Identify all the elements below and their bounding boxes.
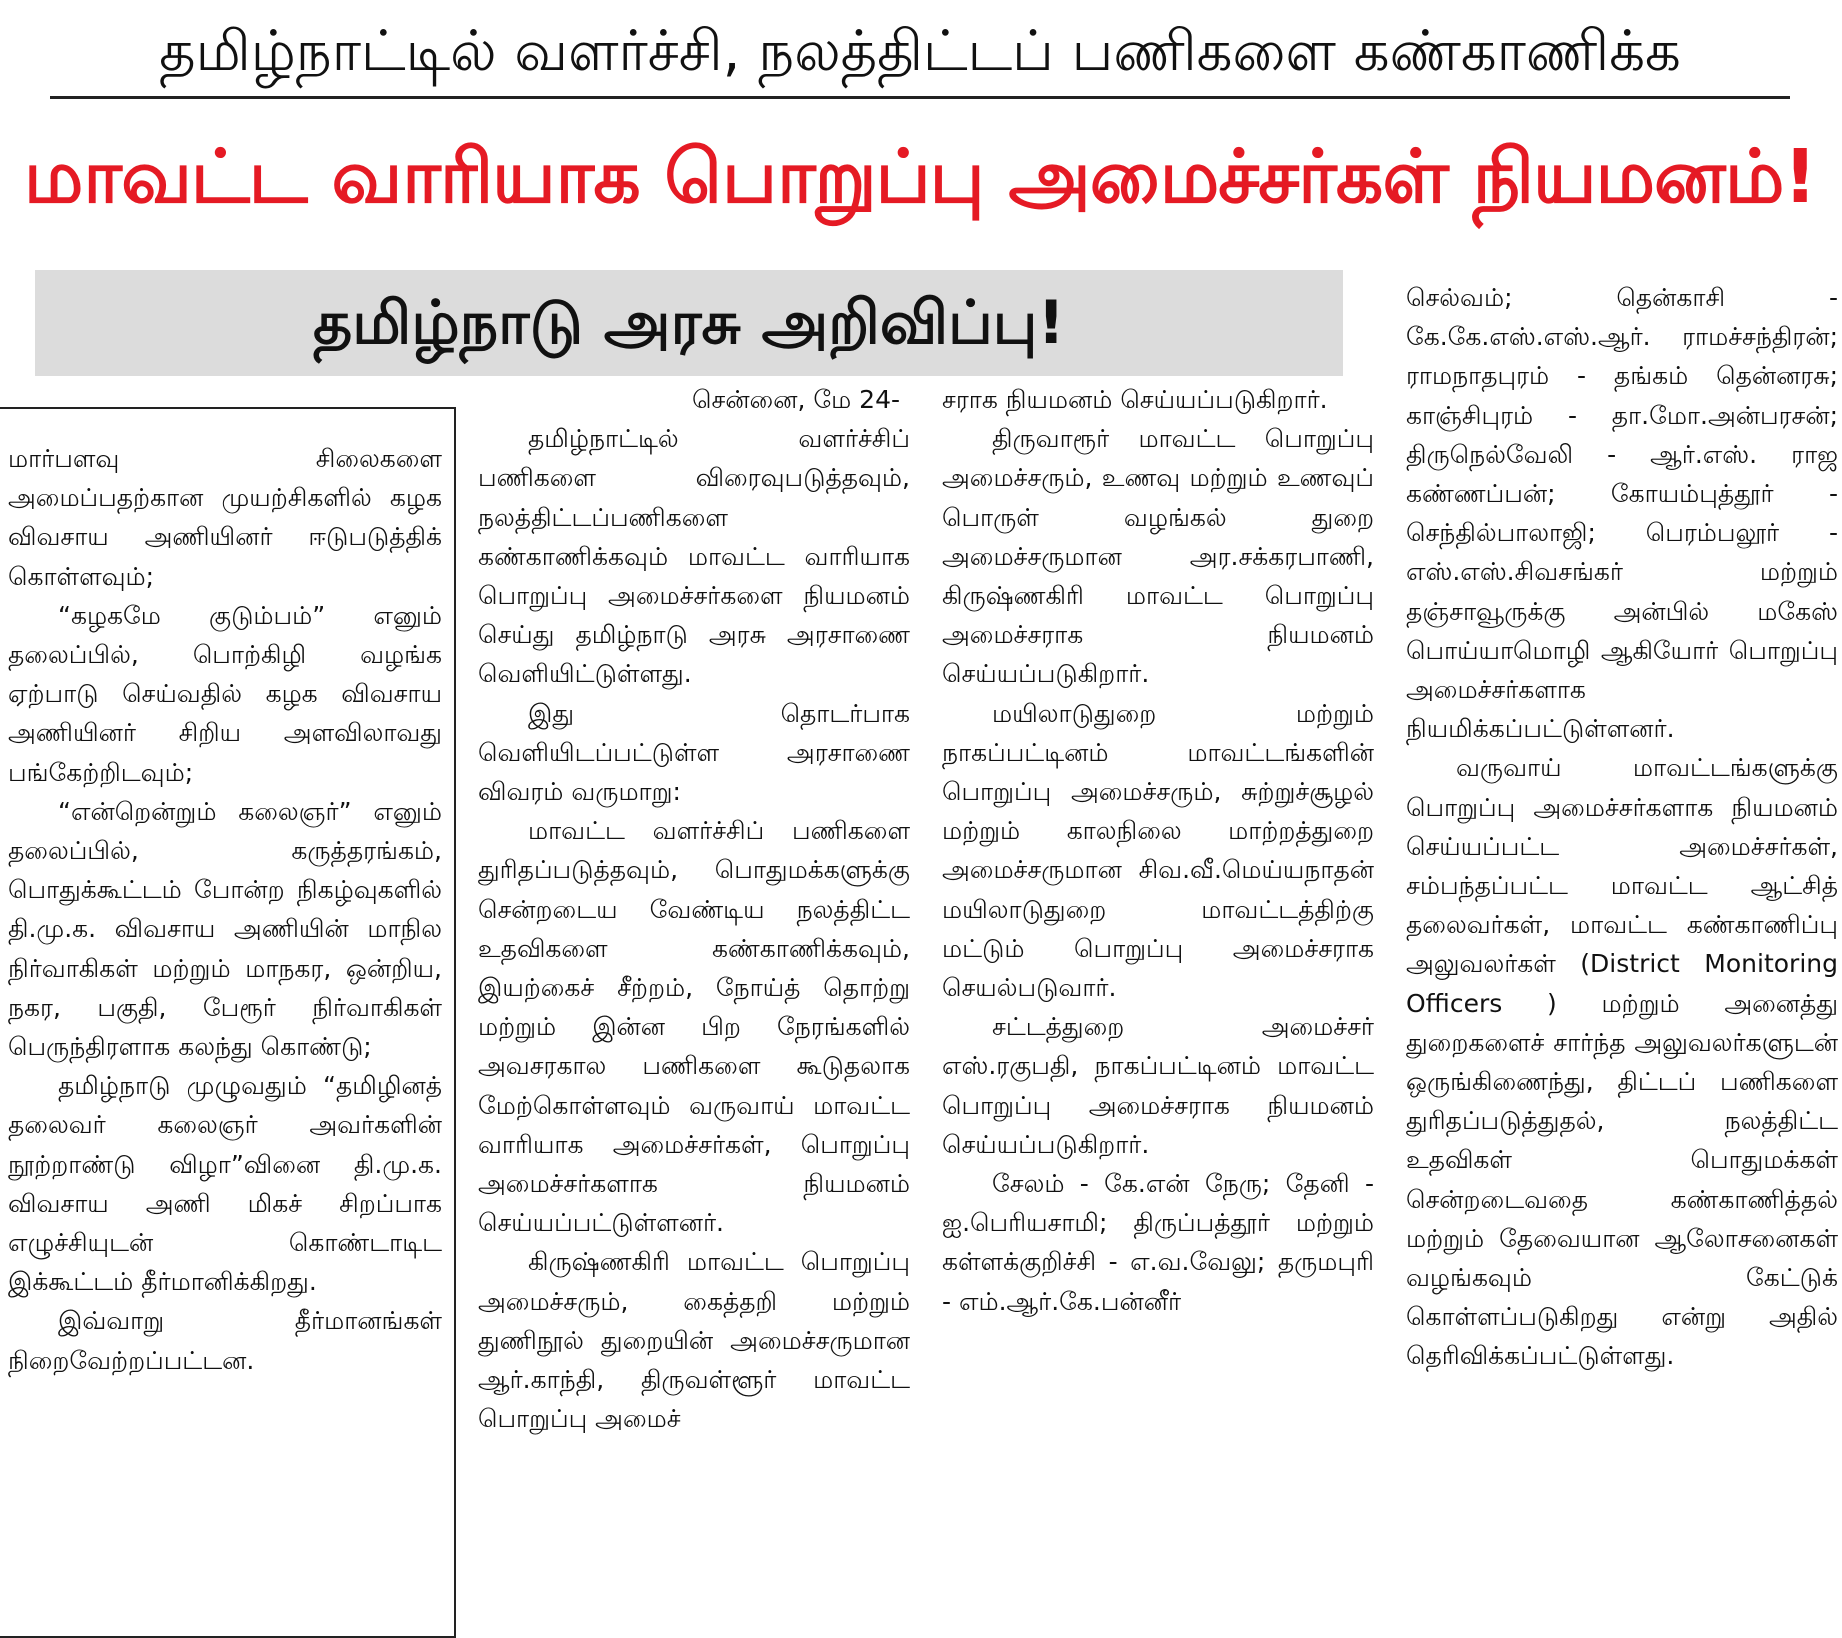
article-column-4 bbox=[1406, 278, 1838, 1638]
paragraph: தமிழ்நாட்டில் வளர்ச்சிப் பணிகளை விரைவுபடுத்தவும், நலத்திட்டப்பணிகளை கண்காணிக்கவும் மாவட்ட வாரியாக பொறுப்பு அமைச்சர்களை நியமனம் செய்து தமிழ்நாடு அரசு அரசாணை வெளியிட்டுள்ளது. bbox=[478, 424, 910, 689]
paragraph: தமிழ்நாடு முழுவதும் “தமிழினத் தலைவர் கலைஞர் அவர்களின் நூற்றாண்டு விழா”வினை தி.மு.க. விவசாய அணி மிகச் சிறப்பாக எழுச்சியுடன் கொண்டாடிட இக்கூட்டம் தீர்மானிக்கிறது. bbox=[8, 1071, 442, 1297]
paragraph: “என்றென்றும் கலைஞர்” எனும் தலைப்பில், கருத்தரங்கம், பொதுக்கூட்டம் போன்ற நிகழ்வுகளில் தி.மு.க. விவசாய அணியின் மாநில நிர்வாகிகள் மற்றும் மாநகர, ஒன்றிய, நகர, பகுதி, பேரூர் நிர்வாகிகள் பெருந்திரளாக கலந்து கொண்டு; bbox=[8, 796, 442, 1062]
main-headline: மாவட்ட வாரியாக பொறுப்பு அமைச்சர்கள் நியமனம்! bbox=[23, 134, 1817, 220]
kicker-headline: தமிழ்நாட்டில் வளர்ச்சி, நலத்திட்டப் பணிகளை கண்காணிக்க bbox=[50, 8, 1790, 99]
article-column-3 bbox=[942, 380, 1374, 1638]
paragraph: திருவாரூர் மாவட்ட பொறுப்பு அமைச்சரும், உணவு மற்றும் உணவுப் பொருள் வழங்கல் துறை அமைச்சருமான அர.சக்கரபாணி, கிருஷ்ணகிரி மாவட்ட பொறுப்பு அமைச்சராக நியமனம் செய்யப்படுகிறார். bbox=[942, 424, 1374, 689]
dateline: சென்னை, மே 24- bbox=[692, 385, 900, 414]
subheadline: தமிழ்நாடு அரசு அறிவிப்பு! bbox=[313, 288, 1065, 358]
paragraph: மயிலாடுதுறை மற்றும் நாகப்பட்டினம் மாவட்டங்களின் பொறுப்பு அமைச்சரும், சுற்றுச்சூழல் மற்றும் காலநிலை மாற்றத்துறை அமைச்சருமான சிவ.வீ.மெய்யநாதன் மயிலாடுதுறை மாவட்டத்திற்கு மட்டும் பொறுப்பு அமைச்சராக செயல்படுவார். bbox=[942, 698, 1374, 1003]
paragraph: இது தொடர்பாக வெளியிடப்பட்டுள்ள அரசாணை விவரம் வருமாறு: bbox=[478, 698, 910, 807]
article-column-1 bbox=[0, 407, 456, 1638]
paragraph: மார்பளவு சிலைகளை அமைப்பதற்கான முயற்சிகளில் கழக விவசாய அணியினர் ஈடுபடுத்திக் கொள்ளவும்; bbox=[8, 444, 442, 591]
paragraph: செல்வம்; தென்காசி - கே.கே.எஸ்.எஸ்.ஆர். ராமச்சந்திரன்; ராமநாதபுரம் - தங்கம் தென்னரசு; காஞ்சிபுரம் - தா.மோ.அன்பரசன்; திருநெல்வேலி - ஆர்.எஸ். ராஜ கண்ணப்பன்; கோயம்புத்தூர் - செந்தில்பாலாஜி; பெரம்பலூர் - எஸ்.எஸ்.சிவசங்கர் மற்றும் தஞ்சாவூருக்கு அன்பில் மகேஸ் பொய்யாமொழி ஆகியோர் பொறுப்பு அமைச்சர்களாக நியமிக்கப்பட்டுள்ளனர். bbox=[1406, 283, 1838, 744]
paragraph: சட்டத்துறை அமைச்சர் எஸ்.ரகுபதி, நாகப்பட்டினம் மாவட்ட பொறுப்பு அமைச்சராக நியமனம் செய்யப்படுகிறார். bbox=[942, 1012, 1374, 1159]
paragraph: மாவட்ட வளர்ச்சிப் பணிகளை துரிதப்படுத்தவும், பொதுமக்களுக்கு சென்றடைய வேண்டிய நலத்திட்ட உதவிகளை கண்காணிக்கவும், இயற்கைச் சீற்றம், நோய்த் தொற்று மற்றும் இன்ன பிற நேரங்களில் அவசரகால பணிகளை கூடுதலாக மேற்கொள்ளவும் வருவாய் மாவட்ட வாரியாக அமைச்சர்கள், பொறுப்பு அமைச்சர்களாக நியமனம் செய்யப்பட்டுள்ளனர். bbox=[478, 816, 910, 1238]
article-column-2 bbox=[478, 380, 910, 1638]
paragraph: வருவாய் மாவட்டங்களுக்கு பொறுப்பு அமைச்சர்களாக நியமனம் செய்யப்பட்ட அமைச்சர்கள், சம்பந்தப்பட்ட மாவட்ட ஆட்சித் தலைவர்கள், மாவட்ட கண்காணிப்பு அலுவலர்கள் (District Monitoring Officers ) மற்றும் அனைத்து துறைகளைச் சார்ந்த அலுவலர்களுடன் ஒருங்கிணைந்து, திட்டப் பணிகளை துரிதப்படுத்துதல், நலத்திட்ட உதவிகள் பொதுமக்கள் சென்றடைவதை கண்காணித்தல் மற்றும் தேவையான ஆலோசனைகள் வழங்கவும் கேட்டுக் கொள்ளப்படுகிறது என்று அதில் தெரிவிக்கப்பட்டுள்ளது. bbox=[1406, 753, 1838, 1371]
subheadline-banner bbox=[35, 270, 1343, 376]
paragraph: சேலம் - கே.என் நேரு; தேனி - ஐ.பெரியசாமி; திருப்பத்தூர் மற்றும் கள்ளக்குறிச்சி - எ.வ.வேலு; தருமபுரி - எம்.ஆர்.கே.பன்னீர் bbox=[942, 1169, 1374, 1316]
paragraph: சராக நியமனம் செய்யப்படுகிறார். bbox=[942, 385, 1328, 414]
paragraph: இவ்வாறு தீர்மானங்கள் நிறைவேற்றப்பட்டன. bbox=[8, 1306, 442, 1375]
paragraph: கிருஷ்ணகிரி மாவட்ட பொறுப்பு அமைச்சரும், கைத்தறி மற்றும் துணிநூல் துறையின் அமைச்சருமான ஆர்.காந்தி, திருவள்ளூர் மாவட்ட பொறுப்பு அமைச் bbox=[478, 1247, 910, 1434]
paragraph: “கழகமே குடும்பம்” எனும் தலைப்பில், பொற்கிழி வழங்க ஏற்பாடு செய்வதில் கழக விவசாய அணியினர் சிறிய அளவிலாவது பங்கேற்றிடவும்; bbox=[8, 600, 442, 787]
